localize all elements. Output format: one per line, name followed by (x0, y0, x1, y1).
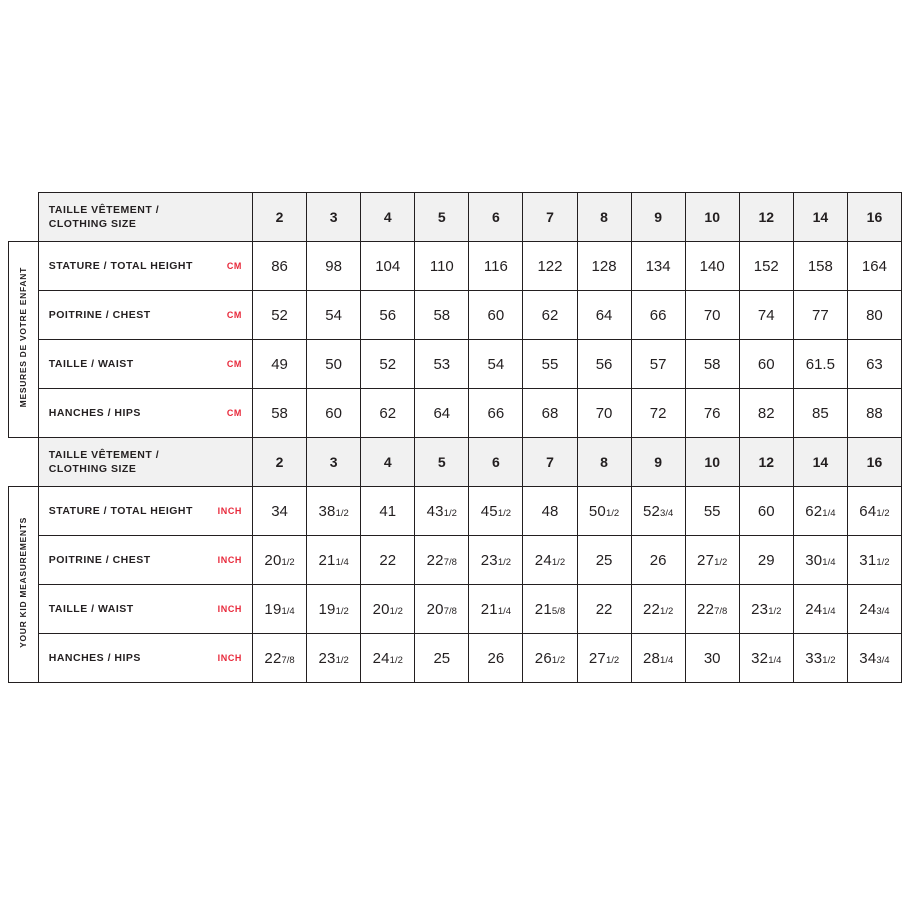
header-size-cell: 7 (523, 193, 577, 242)
data-cell: 451/2 (469, 487, 523, 536)
data-cell: 54 (307, 291, 361, 340)
size-chart-table (8, 192, 902, 683)
row-label: TAILLE / WAIST (48, 602, 134, 615)
table-row (9, 634, 902, 683)
data-cell: 621/4 (793, 487, 847, 536)
data-cell: 164 (847, 242, 901, 291)
data-cell: 68 (523, 389, 577, 438)
section-side-label-imperial: YOUR KID MEASUREMENTS (9, 487, 39, 683)
table-row (9, 585, 902, 634)
row-unit: INCH (217, 554, 243, 565)
header-size-cell: 12 (739, 193, 793, 242)
row-unit: CM (226, 309, 243, 320)
side-spacer-mid (9, 438, 39, 487)
size-chart-container (8, 192, 902, 683)
row-label: STATURE / TOTAL HEIGHT (48, 504, 193, 517)
table-row (9, 536, 902, 585)
data-cell: 25 (415, 634, 469, 683)
data-cell: 80 (847, 291, 901, 340)
header-size-cell: 9 (631, 193, 685, 242)
data-cell: 501/2 (577, 487, 631, 536)
row-unit: INCH (217, 652, 243, 663)
table-row-header-metric (9, 193, 902, 242)
data-cell: 211/4 (307, 536, 361, 585)
data-cell: 52 (361, 340, 415, 389)
header-size-cell: 10 (685, 438, 739, 487)
data-cell: 261/2 (523, 634, 577, 683)
data-cell: 301/4 (793, 536, 847, 585)
data-cell: 58 (415, 291, 469, 340)
data-cell: 243/4 (847, 585, 901, 634)
row-label: STATURE / TOTAL HEIGHT (48, 259, 193, 272)
data-cell: 641/2 (847, 487, 901, 536)
data-cell: 26 (631, 536, 685, 585)
data-cell: 29 (739, 536, 793, 585)
header-size-cell: 2 (253, 193, 307, 242)
data-cell: 58 (685, 340, 739, 389)
row-label-cell (38, 634, 252, 683)
data-cell: 207/8 (415, 585, 469, 634)
data-cell: 60 (739, 340, 793, 389)
data-cell: 215/8 (523, 585, 577, 634)
data-cell: 85 (793, 389, 847, 438)
row-label-cell (38, 536, 252, 585)
header-size-cell: 3 (307, 438, 361, 487)
data-cell: 88 (847, 389, 901, 438)
data-cell: 158 (793, 242, 847, 291)
row-label-cell (38, 340, 252, 389)
row-label-cell (38, 585, 252, 634)
data-cell: 54 (469, 340, 523, 389)
data-cell: 66 (631, 291, 685, 340)
row-label-cell (38, 242, 252, 291)
row-unit: CM (226, 358, 243, 369)
header-size-cell: 2 (253, 438, 307, 487)
header-size-cell: 6 (469, 438, 523, 487)
data-cell: 70 (577, 389, 631, 438)
data-cell: 62 (361, 389, 415, 438)
table-row-header-imperial (9, 438, 902, 487)
data-cell: 82 (739, 389, 793, 438)
data-cell: 41 (361, 487, 415, 536)
row-label: POITRINE / CHEST (48, 308, 151, 321)
row-unit: CM (226, 260, 243, 271)
section-side-label-metric: MESURES DE VOTRE ENFANT (9, 242, 39, 438)
header-label-cell-metric (38, 193, 252, 242)
data-cell: 140 (685, 242, 739, 291)
data-cell: 191/2 (307, 585, 361, 634)
table-row (9, 487, 902, 536)
data-cell: 231/2 (307, 634, 361, 683)
data-cell: 134 (631, 242, 685, 291)
data-cell: 60 (739, 487, 793, 536)
data-cell: 57 (631, 340, 685, 389)
row-label-cell (38, 291, 252, 340)
data-cell: 104 (361, 242, 415, 291)
data-cell: 48 (523, 487, 577, 536)
data-cell: 116 (469, 242, 523, 291)
row-label-cell (38, 487, 252, 536)
data-cell: 221/2 (631, 585, 685, 634)
data-cell: 49 (253, 340, 307, 389)
data-cell: 381/2 (307, 487, 361, 536)
data-cell: 72 (631, 389, 685, 438)
header-label-metric: TAILLE VÊTEMENT / CLOTHING SIZE (48, 203, 160, 230)
data-cell: 86 (253, 242, 307, 291)
data-cell: 231/2 (739, 585, 793, 634)
data-cell: 22 (577, 585, 631, 634)
data-cell: 431/2 (415, 487, 469, 536)
data-cell: 231/2 (469, 536, 523, 585)
data-cell: 152 (739, 242, 793, 291)
data-cell: 523/4 (631, 487, 685, 536)
header-size-cell: 8 (577, 193, 631, 242)
header-size-cell: 14 (793, 193, 847, 242)
data-cell: 50 (307, 340, 361, 389)
header-label-cell-imperial (38, 438, 252, 487)
data-cell: 55 (685, 487, 739, 536)
data-cell: 34 (253, 487, 307, 536)
data-cell: 227/8 (253, 634, 307, 683)
data-cell: 271/2 (685, 536, 739, 585)
data-cell: 62 (523, 291, 577, 340)
header-size-cell: 8 (577, 438, 631, 487)
data-cell: 331/2 (793, 634, 847, 683)
table-row (9, 291, 902, 340)
row-label: POITRINE / CHEST (48, 553, 151, 566)
table-row (9, 242, 902, 291)
header-size-cell: 5 (415, 438, 469, 487)
header-size-cell: 16 (847, 438, 901, 487)
data-cell: 110 (415, 242, 469, 291)
data-cell: 201/2 (361, 585, 415, 634)
header-size-cell: 9 (631, 438, 685, 487)
header-size-cell: 4 (361, 438, 415, 487)
data-cell: 70 (685, 291, 739, 340)
header-size-cell: 10 (685, 193, 739, 242)
row-label: HANCHES / HIPS (48, 651, 141, 664)
header-size-cell: 16 (847, 193, 901, 242)
table-row (9, 340, 902, 389)
data-cell: 76 (685, 389, 739, 438)
data-cell: 122 (523, 242, 577, 291)
data-cell: 98 (307, 242, 361, 291)
header-label-imperial: TAILLE VÊTEMENT / CLOTHING SIZE (48, 448, 160, 475)
row-unit: INCH (217, 603, 243, 614)
data-cell: 343/4 (847, 634, 901, 683)
data-cell: 55 (523, 340, 577, 389)
data-cell: 191/4 (253, 585, 307, 634)
data-cell: 26 (469, 634, 523, 683)
data-cell: 281/4 (631, 634, 685, 683)
data-cell: 271/2 (577, 634, 631, 683)
data-cell: 241/2 (523, 536, 577, 585)
data-cell: 128 (577, 242, 631, 291)
header-size-cell: 6 (469, 193, 523, 242)
row-label: TAILLE / WAIST (48, 357, 134, 370)
header-size-cell: 4 (361, 193, 415, 242)
data-cell: 25 (577, 536, 631, 585)
data-cell: 211/4 (469, 585, 523, 634)
data-cell: 63 (847, 340, 901, 389)
data-cell: 74 (739, 291, 793, 340)
data-cell: 30 (685, 634, 739, 683)
data-cell: 60 (307, 389, 361, 438)
data-cell: 241/2 (361, 634, 415, 683)
data-cell: 66 (469, 389, 523, 438)
data-cell: 321/4 (739, 634, 793, 683)
data-cell: 60 (469, 291, 523, 340)
header-size-cell: 5 (415, 193, 469, 242)
data-cell: 64 (577, 291, 631, 340)
row-unit: INCH (217, 505, 243, 516)
data-cell: 64 (415, 389, 469, 438)
header-size-cell: 3 (307, 193, 361, 242)
data-cell: 52 (253, 291, 307, 340)
header-size-cell: 12 (739, 438, 793, 487)
data-cell: 56 (577, 340, 631, 389)
data-cell: 311/2 (847, 536, 901, 585)
data-cell: 56 (361, 291, 415, 340)
data-cell: 58 (253, 389, 307, 438)
data-cell: 227/8 (415, 536, 469, 585)
row-label: HANCHES / HIPS (48, 406, 141, 419)
table-row (9, 389, 902, 438)
data-cell: 241/4 (793, 585, 847, 634)
header-size-cell: 14 (793, 438, 847, 487)
side-spacer-top (9, 193, 39, 242)
row-label-cell (38, 389, 252, 438)
data-cell: 227/8 (685, 585, 739, 634)
data-cell: 77 (793, 291, 847, 340)
row-unit: CM (226, 407, 243, 418)
size-chart-body (9, 193, 902, 683)
data-cell: 53 (415, 340, 469, 389)
data-cell: 61.5 (793, 340, 847, 389)
data-cell: 201/2 (253, 536, 307, 585)
data-cell: 22 (361, 536, 415, 585)
header-size-cell: 7 (523, 438, 577, 487)
